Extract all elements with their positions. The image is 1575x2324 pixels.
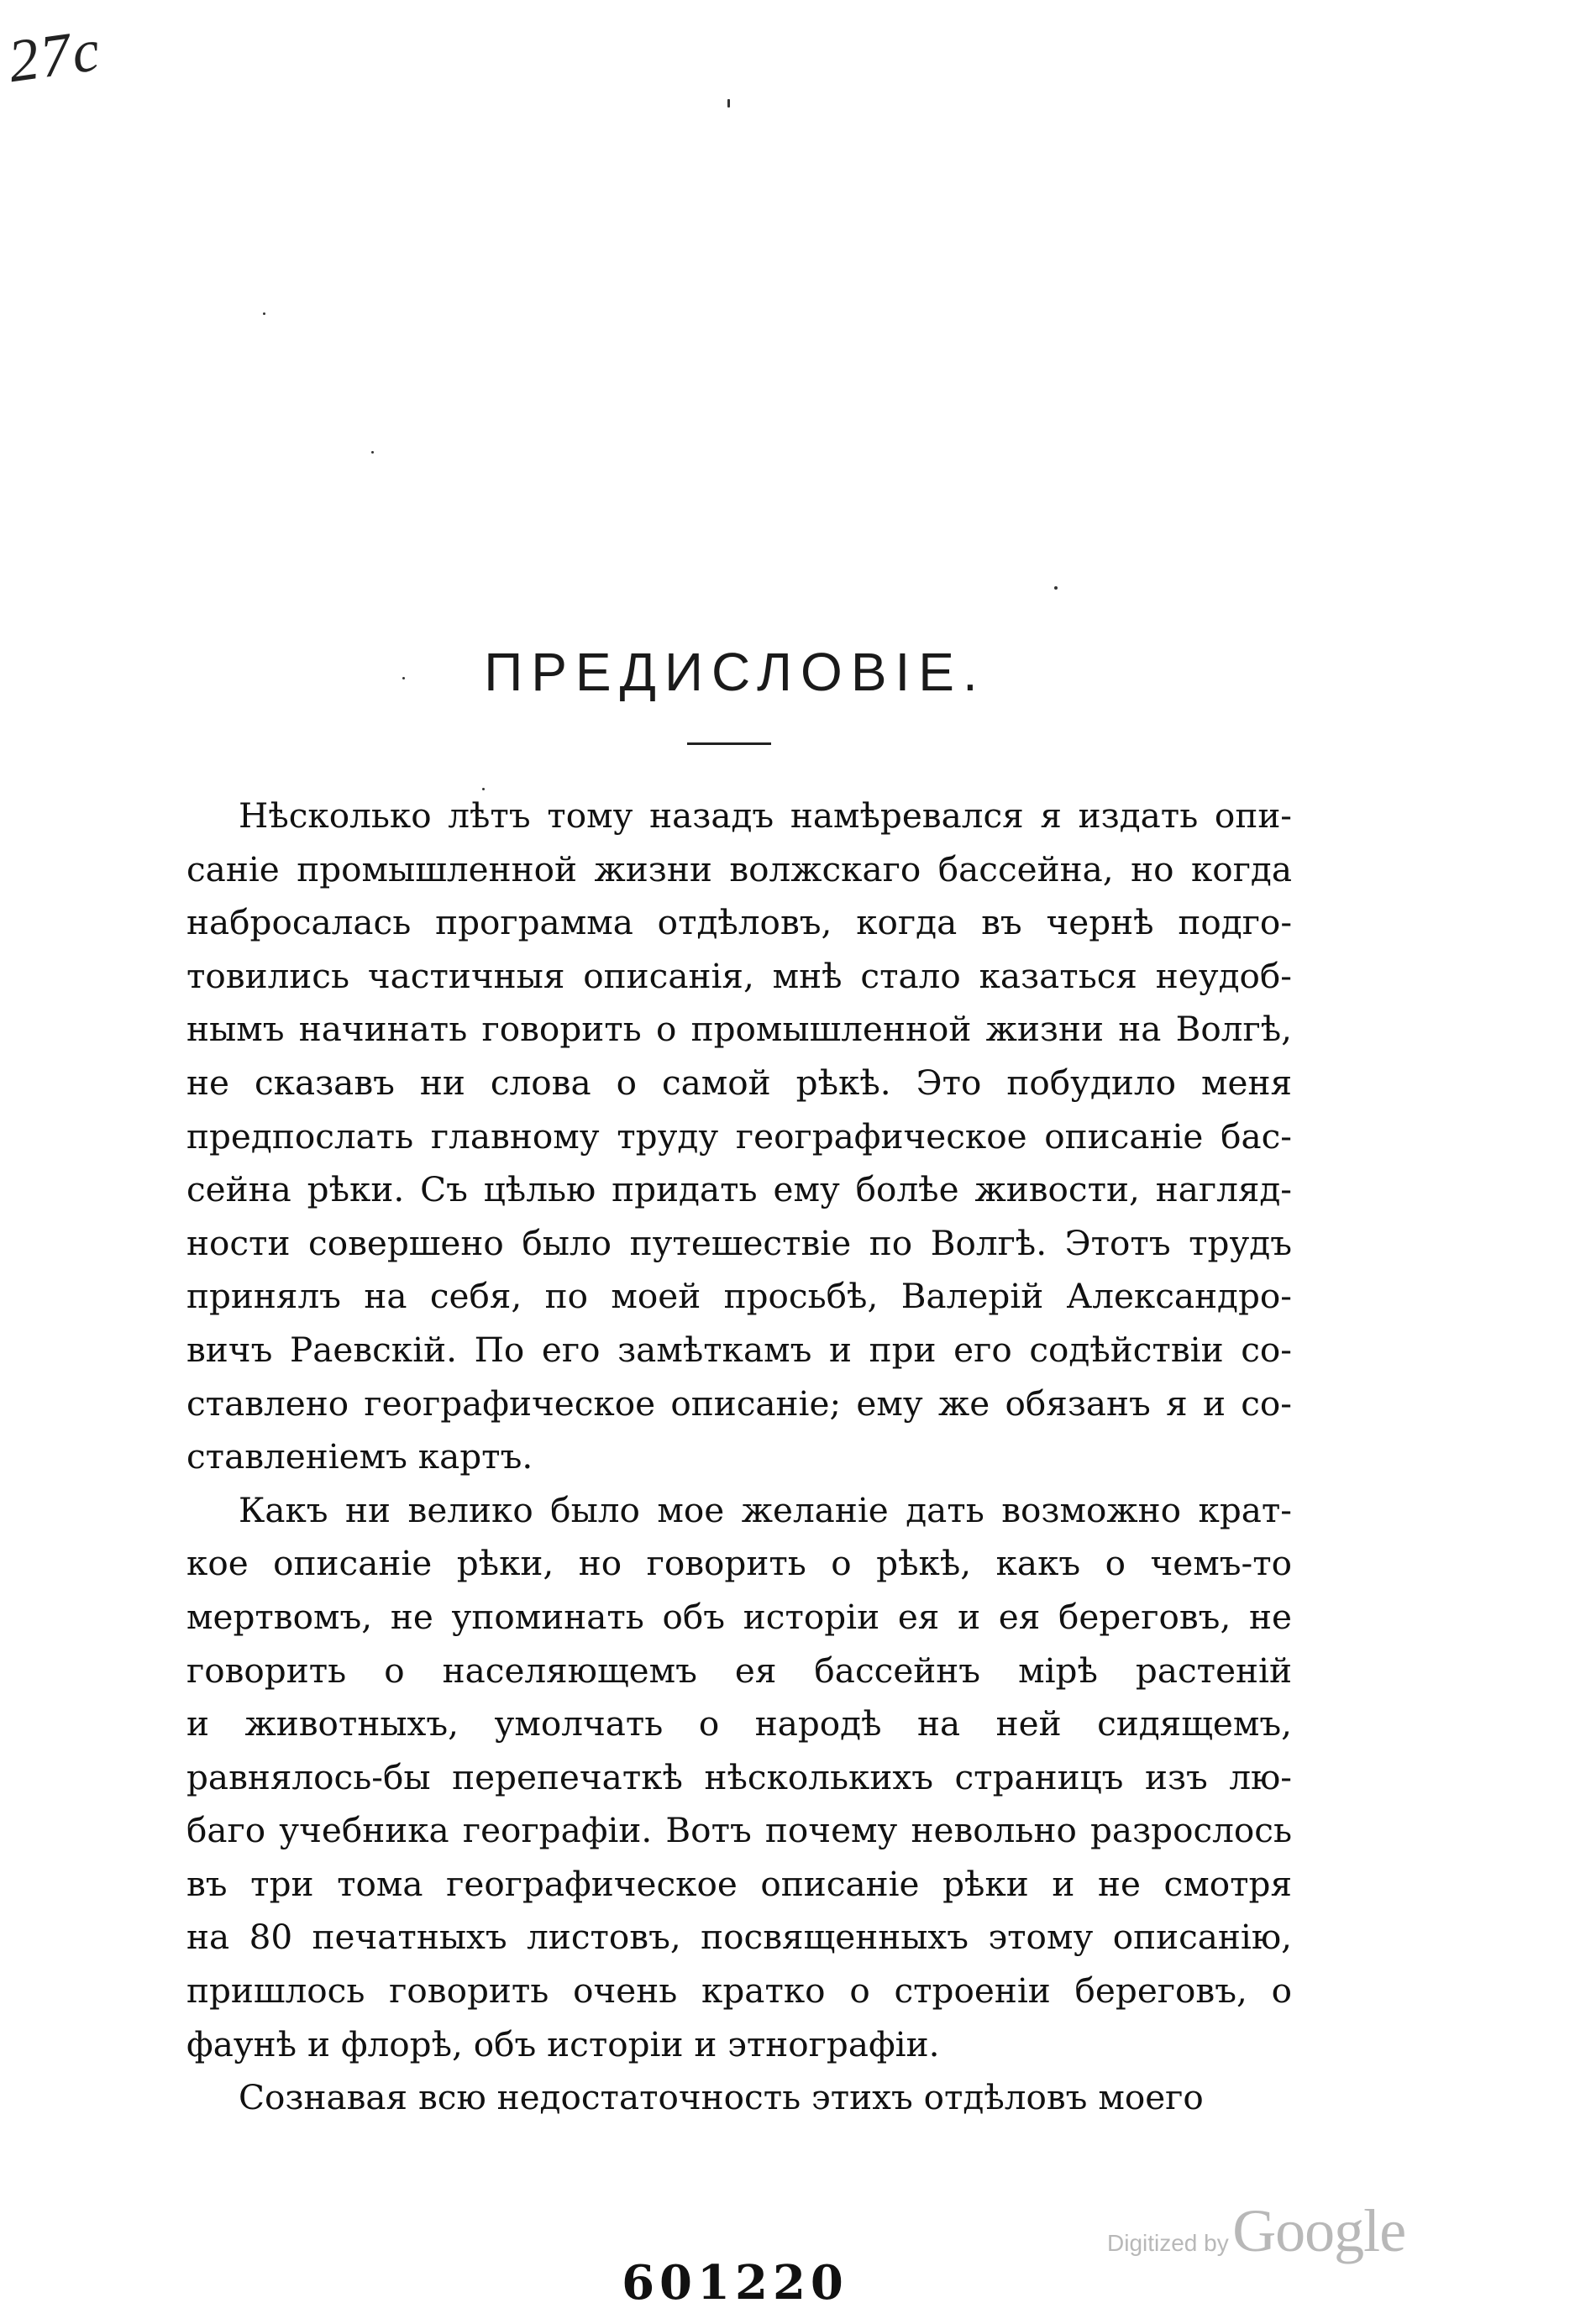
paragraph-line: набросалась программа отдѣловъ, когда въ чернѣ подго- xyxy=(186,902,1292,943)
paragraph-line: ставлено географическое описаніе; ему же обязанъ я и со- xyxy=(186,1382,1292,1424)
paragraph-line: нымъ начинать говорить о промышленной жизни на Волгѣ, xyxy=(186,1009,1292,1050)
print-speck xyxy=(263,312,265,315)
paragraph-line: Какъ ни велико было мое желаніе дать возможно крат- xyxy=(239,1489,1292,1530)
print-speck xyxy=(1054,586,1058,590)
paragraph-line: саніе промышленной жизни волжскаго бассейна, но когда xyxy=(186,848,1292,889)
paragraph-line: ставленіемъ картъ. xyxy=(186,1436,533,1477)
paragraph-line: вичъ Раевскій. По его замѣткамъ и при его содѣйствіи со- xyxy=(186,1329,1292,1370)
handwritten-margin-note: 27c xyxy=(3,15,105,96)
paragraph-line: пришлось говорить очень кратко о строеніи береговъ, о xyxy=(186,1970,1292,2012)
paragraph-line: на 80 печатныхъ листовъ, посвященныхъ этому описанію, xyxy=(186,1917,1292,1958)
paragraph-line: баго учебника географіи. Вотъ почему невольно разрослось xyxy=(186,1810,1292,1851)
library-stamp-number: 601220 xyxy=(622,2255,848,2311)
paragraph-line: товились частичныя описанія, мнѣ стало казаться неудоб- xyxy=(186,955,1292,996)
paragraph-line: и животныхъ, умолчать о народѣ на ней сидящемъ, xyxy=(186,1703,1292,1744)
google-wordmark: Google xyxy=(1232,2197,1406,2264)
paragraph-line: говорить о населяющемъ ея бассейнъ мірѣ растеній xyxy=(186,1650,1292,1691)
paragraph-line: мертвомъ, не упоминать объ исторіи ея и ея береговъ, не xyxy=(186,1596,1292,1637)
paragraph-line: не сказавъ ни слова о самой рѣкѣ. Это побудило меня xyxy=(186,1062,1292,1103)
page-title: ПРЕДИСЛОВІЕ. xyxy=(484,641,986,702)
print-speck xyxy=(371,451,374,454)
preface-body xyxy=(186,790,1292,2125)
paragraph-line: Нѣсколько лѣтъ тому назадъ намѣревался я издать опи- xyxy=(239,795,1292,836)
paragraph-line: принялъ на себя, по моей просьбѣ, Валерій Александро- xyxy=(186,1276,1292,1317)
paragraph-line: равнялось-бы перепечаткѣ нѣсколькихъ страницъ изъ лю- xyxy=(186,1756,1292,1797)
title-divider xyxy=(687,742,771,745)
paragraph-line: фаунѣ и флорѣ, объ исторіи и этнографіи. xyxy=(186,2023,940,2064)
paragraph-line: сейна рѣки. Съ цѣлью придать ему болѣе живости, нагляд- xyxy=(186,1169,1292,1210)
paragraph-line: Сознавая всю недостаточность этихъ отдѣловъ моего xyxy=(239,2077,1204,2118)
paragraph-line: въ три тома географическое описаніе рѣки и не смотря xyxy=(186,1863,1292,1904)
paragraph-line: предпослать главному труду географическое описаніе бас- xyxy=(186,1115,1292,1157)
print-speck xyxy=(727,99,730,108)
watermark-prefix: Digitized by xyxy=(1107,2230,1229,2256)
paragraph-line: ности совершено было путешествіе по Волгѣ. Этотъ трудъ xyxy=(186,1222,1292,1263)
paragraph-line: кое описаніе рѣки, но говорить о рѣкѣ, какъ о чемъ-то xyxy=(186,1543,1292,1584)
